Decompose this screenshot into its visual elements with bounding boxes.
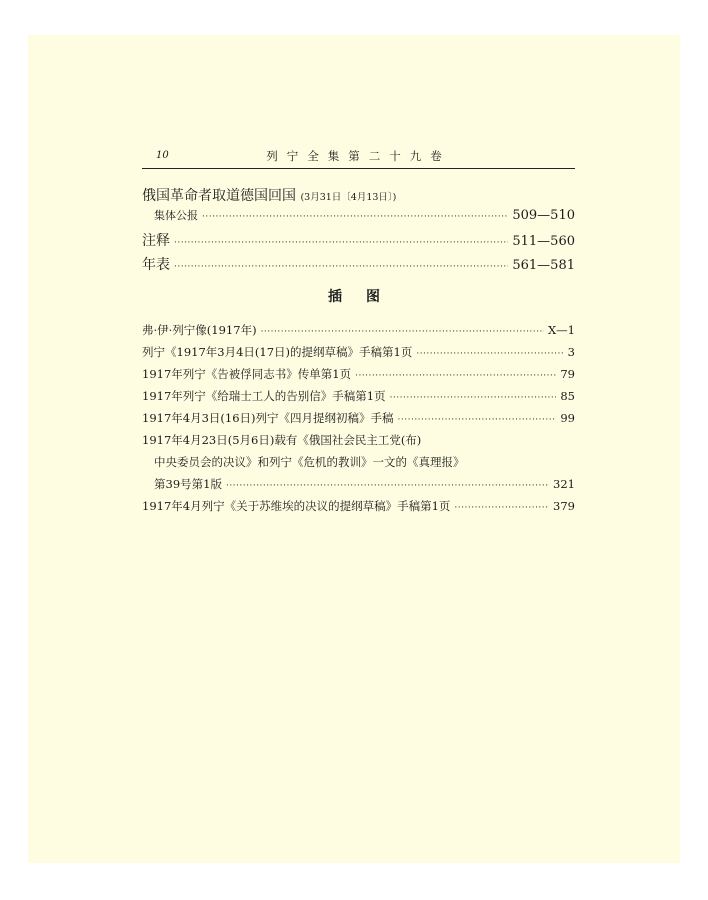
toc-pages: 511—560 [512, 234, 575, 249]
illustration-item-line: 1917年4月23日(5月6日)载有《俄国社会民主工党(布) [142, 433, 422, 447]
illustration-page: 321 [553, 477, 575, 491]
illustration-label: 列宁《1917年3月4日(17日)的提纲草稿》手稿第1页 [142, 345, 413, 359]
illustration-item [142, 344, 575, 360]
entry-date-note: (3月31日〔4月13日〕) [300, 192, 397, 203]
illustration-label: 1917年列宁《给瑞士工人的告别信》手稿第1页 [142, 389, 386, 403]
toc-label: 集体公报 [154, 209, 198, 222]
page-number: 10 [156, 150, 169, 161]
toc-entry [154, 207, 575, 223]
illustration-item [142, 366, 575, 382]
main-entry-title [142, 185, 396, 205]
leader-dots [398, 415, 557, 425]
leader-dots [390, 393, 557, 403]
illustration-label: 1917年列宁《告被俘同志书》传单第1页 [142, 367, 352, 381]
illustration-item [142, 498, 575, 514]
toc-entry [142, 230, 575, 250]
illustration-item-line: 中央委员会的决议》和列宁《危机的教训》一文的《真理报》 [154, 455, 465, 469]
toc-pages: 509—510 [512, 208, 575, 223]
illustration-item [142, 410, 575, 426]
running-header [142, 150, 575, 169]
volume-title: 列宁全集第二十九卷 [266, 149, 451, 163]
illustrations-heading: 插图 [328, 289, 404, 305]
illustration-label: 弗·伊·列宁像(1917年) [142, 323, 257, 337]
illustration-label: 1917年4月3日(16日)列宁《四月提纲初稿》手稿 [142, 411, 394, 425]
illustration-item [142, 388, 575, 404]
leader-dots [202, 212, 508, 222]
illustration-page: 3 [567, 345, 575, 359]
toc-label: 年表 [142, 257, 170, 273]
leader-dots [416, 349, 563, 359]
leader-dots [174, 262, 508, 272]
leader-dots [174, 238, 508, 248]
illustration-item [154, 476, 575, 492]
leader-dots [355, 371, 556, 381]
toc-pages: 561—581 [512, 258, 575, 273]
toc-entry [142, 254, 575, 274]
leader-dots [226, 481, 549, 491]
illustration-page: 379 [553, 499, 575, 513]
illustration-page: 79 [560, 367, 575, 381]
leader-dots [454, 503, 549, 513]
illustration-label: 第39号第1版 [154, 477, 222, 491]
illustration-page: 99 [560, 411, 575, 425]
toc-label: 注释 [142, 233, 170, 249]
entry-title-text: 俄国革命者取道德国回国 [142, 188, 296, 204]
illustration-item [142, 322, 575, 338]
illustration-page: X—1 [547, 323, 575, 337]
illustration-page: 85 [560, 389, 575, 403]
illustration-label: 1917年4月列宁《关于苏维埃的决议的提纲草稿》手稿第1页 [142, 499, 451, 513]
leader-dots [261, 327, 544, 337]
